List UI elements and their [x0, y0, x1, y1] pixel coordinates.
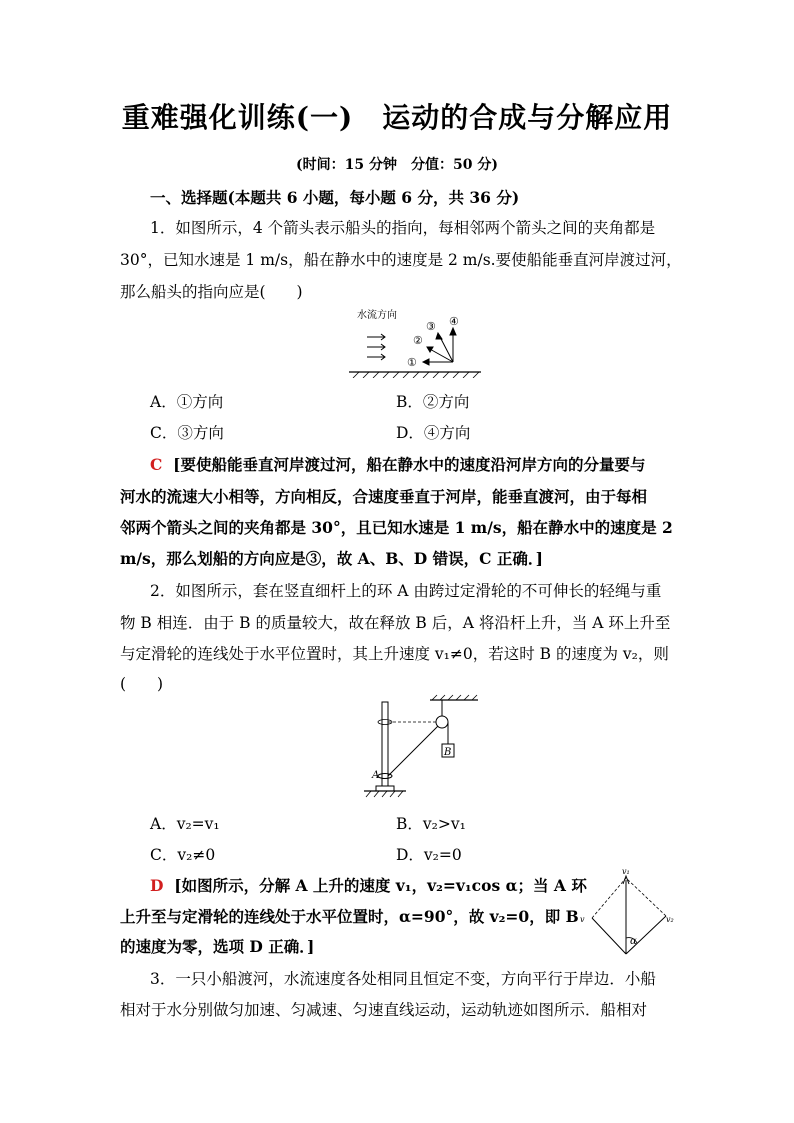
- q2-answer: D: [150, 876, 164, 895]
- q2-line-4: ( ): [120, 675, 164, 693]
- mark-1: ①: [407, 356, 417, 369]
- boat-heading-arrows: [423, 328, 456, 365]
- page-title: 重难强化训练(一) 运动的合成与分解应用: [121, 101, 673, 134]
- q2-option-b: B．v₂>v₁: [396, 815, 466, 833]
- q2-figure: [360, 694, 480, 800]
- q2-explanation-line-2: 上升至与定滑轮的连线处于水平位置时，α=90°，故 v₂=0，即 B: [120, 907, 579, 926]
- v-vector: [592, 918, 626, 954]
- velocity-decomposition-figure: [578, 866, 682, 958]
- mark-3: ③: [426, 320, 436, 333]
- q1-explanation-line-2: 河水的流速大小相等，方向相反，合速度垂直于河岸，能垂直渡河，由于每相: [120, 487, 648, 506]
- q2-line-1: 2．如图所示，套在竖直细杆上的环 A 由跨过定滑轮的不可伸长的轻绳与重: [150, 582, 662, 600]
- q1-option-a: A．①方向: [150, 393, 224, 411]
- q1-line-1: 1．如图所示，4 个箭头表示船头的指向，每相邻两个箭头之间的夹角都是: [150, 219, 656, 237]
- q1-explanation-line-3: 邻两个箭头之间的夹角都是 30°，且已知水速是 1 m/s，船在静水中的速度是 2: [120, 518, 673, 537]
- rope-to-ring: [388, 726, 438, 776]
- q1-option-b: B．②方向: [396, 393, 470, 411]
- block-label: B: [444, 747, 452, 758]
- q2-line-2: 物 B 相连．由于 B 的质量较大，故在释放 B 后，A 将沿杆上升，当 A 环上升至: [120, 614, 671, 632]
- label-alpha: α: [630, 936, 637, 947]
- q1-figure-label: 水流方向: [357, 310, 397, 321]
- q2-option-c: C．v₂≠0: [150, 846, 216, 864]
- q1-answer: C: [150, 455, 163, 474]
- q1-explanation-line-4: m/s，那么划船的方向应是③，故 A、B、D 错误，C 正确．]: [120, 549, 543, 568]
- mark-2: ②: [413, 334, 423, 347]
- ring-label: A: [372, 770, 380, 781]
- bank-hatching: [353, 372, 479, 378]
- q1-option-c: C．③方向: [150, 424, 224, 442]
- q2-explanation-line-3: 的速度为零，选项 D 正确．]: [120, 937, 315, 956]
- water-flow-arrows: [367, 334, 385, 360]
- time-score-info: (时间：15 分钟 分值：50 分): [296, 157, 498, 173]
- mark-4: ④: [449, 315, 459, 328]
- v2-vector: [626, 916, 666, 954]
- q2-option-a: A．v₂=v₁: [150, 815, 220, 833]
- q2-explanation-line-1: D [如图所示，分解 A 上升的速度 v₁，v₂=v₁cos α；当 A 环: [150, 876, 587, 895]
- label-v: v: [580, 915, 585, 924]
- q1-line-2: 30°，已知水速是 1 m/s，船在静水中的速度是 2 m/s.要使船能垂直河岸渡过河，: [120, 251, 682, 269]
- label-v1: v₁: [622, 867, 630, 876]
- q2-line-3: 与定滑轮的连线处于水平位置时，其上升速度 v₁≠0，若这时 B 的速度为 v₂，则: [120, 645, 669, 663]
- q2-option-d: D．v₂=0: [396, 846, 462, 864]
- q1-explanation-line-1: C [要使船能垂直河岸渡过河，船在静水中的速度沿河岸方向的分量要与: [150, 455, 646, 474]
- q1-line-3: 那么船头的指向应是( ): [120, 283, 303, 301]
- label-v2: v₂: [666, 915, 674, 924]
- section-heading: 一、选择题(本题共 6 小题，每小题 6 分，共 36 分): [150, 188, 520, 207]
- q1-option-d: D．④方向: [396, 424, 471, 442]
- q1-figure: [345, 306, 485, 378]
- q3-line-1: 3．一只小船渡河，水流速度各处相同且恒定不变，方向平行于岸边．小船: [150, 970, 656, 988]
- rod-base: [376, 786, 394, 791]
- q3-line-2: 相对于水分别做匀加速、匀减速、匀速直线运动，运动轨迹如图所示．船相对: [120, 1001, 648, 1019]
